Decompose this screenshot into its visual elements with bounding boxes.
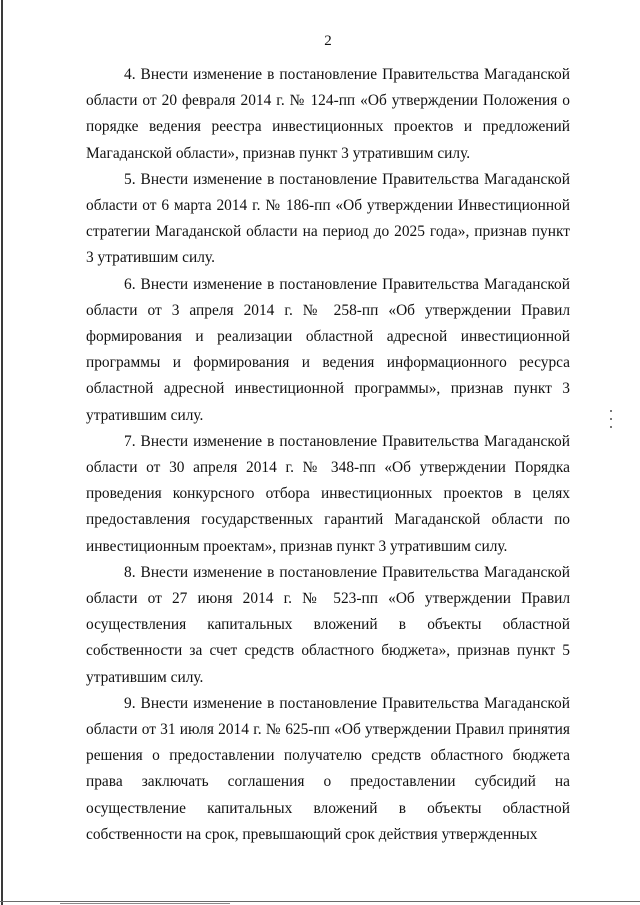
scan-bottom-edge [0, 901, 640, 902]
paragraph-item-8: 8. Внести изменение в постановление Правительства Магаданской области от 27 июня 2014 г. № 523-пп «Об утверждении Правил осуществления капитальных вложений в объекты областной собственности за счет средств областного бюджета», признав пункт 5 утратившим силу. [86, 563, 570, 686]
scan-bottom-edge [60, 903, 230, 904]
scan-speck [610, 426, 612, 428]
paragraph-item-5: 5. Внести изменение в постановление Правительства Магаданской области от 6 марта 2014 г. № 186-пп «Об утверждении Инвестиционной стратегии Магаданской области на период до 2025 года», признав пункт 3 утратившим силу. [86, 170, 570, 267]
scan-speck [610, 418, 612, 420]
page-number: 2 [324, 33, 332, 49]
paragraph-item-9: 9. Внести изменение в постановление Правительства Магаданской области от 31 июля 2014 г. № 625-пп «Об утверждении Правил принятия решения о предоставлении получателю средств областного бюджета права заключать соглашения о предоставлении субсидий на осуществление капитальных вложений в объекты областной собственности на срок, превышающий срок действия утвержденных [86, 694, 570, 843]
paragraph-item-4: 4. Внести изменение в постановление Правительства Магаданской области от 20 февраля 2014 г. № 124-пп «Об утверждении Положения о порядке ведения реестра инвестиционных проектов и предложений Магаданской области», признав пункт 3 утратившим силу. [86, 66, 570, 162]
scan-speck [610, 410, 612, 412]
scan-left-edge [1, 0, 3, 905]
paragraph-item-7: 7. Внести изменение в постановление Правительства Магаданской области от 30 апреля 2014 г. № 348-пп «Об утверждении Порядка проведения конкурсного отбора инвестиционных проектов в целях предоставления государственных гарантий Магаданской области по инвестиционным проектам», признав пункт 3 утратившим силу. [86, 432, 570, 555]
paragraph-item-6: 6. Внести изменение в постановление Правительства Магаданской области от 3 апреля 2014 г. № 258-пп «Об утверждении Правил формирования и реализации областной адресной инвестиционной программы и формирования и ведения информационного ресурса областной адресной инвестиционной программы», признав пункт 3 утратившим силу. [86, 275, 570, 424]
